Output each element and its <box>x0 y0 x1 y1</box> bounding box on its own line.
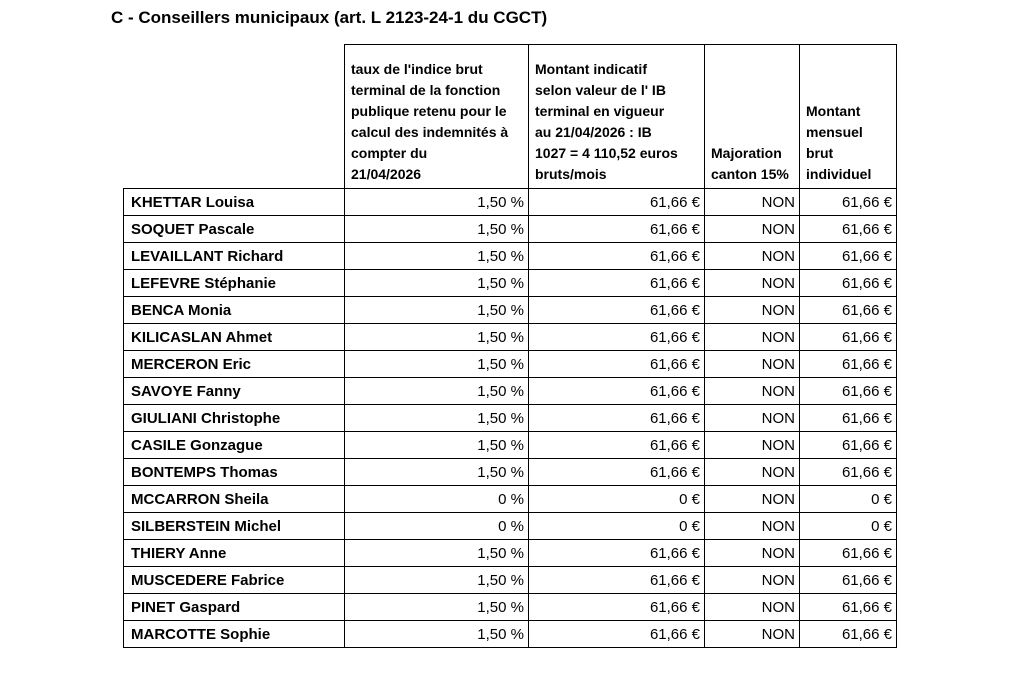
total-cell: 61,66 € <box>800 297 897 324</box>
total-cell: 61,66 € <box>800 432 897 459</box>
montant-cell: 0 € <box>529 486 705 513</box>
member-name: SAVOYE Fanny <box>124 378 345 405</box>
table-row <box>124 567 897 594</box>
table-row <box>124 459 897 486</box>
total-cell: 0 € <box>800 513 897 540</box>
member-name: MERCERON Eric <box>124 351 345 378</box>
montant-cell: 61,66 € <box>529 459 705 486</box>
table-row <box>124 432 897 459</box>
table-row <box>124 189 897 216</box>
total-cell: 61,66 € <box>800 621 897 648</box>
taux-cell: 1,50 % <box>345 324 529 351</box>
taux-cell: 1,50 % <box>345 189 529 216</box>
member-name: SILBERSTEIN Michel <box>124 513 345 540</box>
majoration-cell: NON <box>705 432 800 459</box>
taux-cell: 1,50 % <box>345 459 529 486</box>
majoration-cell: NON <box>705 297 800 324</box>
member-name: THIERY Anne <box>124 540 345 567</box>
majoration-cell: NON <box>705 513 800 540</box>
table-row <box>124 540 897 567</box>
taux-cell: 1,50 % <box>345 297 529 324</box>
member-name: PINET Gaspard <box>124 594 345 621</box>
table-row <box>124 216 897 243</box>
member-name: BONTEMPS Thomas <box>124 459 345 486</box>
montant-cell: 61,66 € <box>529 567 705 594</box>
montant-cell: 61,66 € <box>529 540 705 567</box>
header-montant: Montant indicatif selon valeur de l' IB terminal en vigueur au 21/04/2026 : IB 1027 = 4 110,52 euros bruts/mois <box>529 45 705 189</box>
header-total: Montant mensuel brut individuel <box>800 45 897 189</box>
section-title: C - Conseillers municipaux (art. L 2123-24-1 du CGCT) <box>111 8 548 27</box>
montant-cell: 61,66 € <box>529 351 705 378</box>
montant-cell: 0 € <box>529 513 705 540</box>
header-taux: taux de l'indice brut terminal de la fonction publique retenu pour le calcul des indemnités à compter du 21/04/2026 <box>345 45 529 189</box>
total-cell: 0 € <box>800 486 897 513</box>
total-cell: 61,66 € <box>800 216 897 243</box>
total-cell: 61,66 € <box>800 324 897 351</box>
taux-cell: 1,50 % <box>345 621 529 648</box>
table-row <box>124 594 897 621</box>
member-name: KHETTAR Louisa <box>124 189 345 216</box>
majoration-cell: NON <box>705 459 800 486</box>
member-name: GIULIANI Christophe <box>124 405 345 432</box>
majoration-cell: NON <box>705 567 800 594</box>
total-cell: 61,66 € <box>800 405 897 432</box>
table-row <box>124 297 897 324</box>
total-cell: 61,66 € <box>800 459 897 486</box>
majoration-cell: NON <box>705 189 800 216</box>
total-cell: 61,66 € <box>800 270 897 297</box>
majoration-cell: NON <box>705 216 800 243</box>
taux-cell: 1,50 % <box>345 351 529 378</box>
taux-cell: 1,50 % <box>345 432 529 459</box>
total-cell: 61,66 € <box>800 540 897 567</box>
member-name: BENCA Monia <box>124 297 345 324</box>
montant-cell: 61,66 € <box>529 216 705 243</box>
indemnities-table <box>123 44 897 648</box>
montant-cell: 61,66 € <box>529 270 705 297</box>
majoration-cell: NON <box>705 351 800 378</box>
montant-cell: 61,66 € <box>529 432 705 459</box>
taux-cell: 1,50 % <box>345 216 529 243</box>
table-row <box>124 621 897 648</box>
majoration-cell: NON <box>705 324 800 351</box>
montant-cell: 61,66 € <box>529 189 705 216</box>
majoration-cell: NON <box>705 594 800 621</box>
table-row <box>124 324 897 351</box>
table-row <box>124 378 897 405</box>
member-name: KILICASLAN Ahmet <box>124 324 345 351</box>
montant-cell: 61,66 € <box>529 324 705 351</box>
total-cell: 61,66 € <box>800 189 897 216</box>
montant-cell: 61,66 € <box>529 243 705 270</box>
header-blank-cell <box>124 45 345 189</box>
majoration-cell: NON <box>705 486 800 513</box>
table-row <box>124 270 897 297</box>
header-row <box>124 45 897 189</box>
total-cell: 61,66 € <box>800 567 897 594</box>
montant-cell: 61,66 € <box>529 621 705 648</box>
montant-cell: 61,66 € <box>529 297 705 324</box>
member-name: MCCARRON Sheila <box>124 486 345 513</box>
member-name: MARCOTTE Sophie <box>124 621 345 648</box>
taux-cell: 0 % <box>345 513 529 540</box>
majoration-cell: NON <box>705 540 800 567</box>
taux-cell: 1,50 % <box>345 540 529 567</box>
taux-cell: 1,50 % <box>345 243 529 270</box>
majoration-cell: NON <box>705 405 800 432</box>
majoration-cell: NON <box>705 243 800 270</box>
total-cell: 61,66 € <box>800 243 897 270</box>
table-row <box>124 513 897 540</box>
majoration-cell: NON <box>705 621 800 648</box>
member-name: CASILE Gonzague <box>124 432 345 459</box>
total-cell: 61,66 € <box>800 378 897 405</box>
majoration-cell: NON <box>705 270 800 297</box>
total-cell: 61,66 € <box>800 351 897 378</box>
majoration-cell: NON <box>705 378 800 405</box>
montant-cell: 61,66 € <box>529 405 705 432</box>
table-row <box>124 243 897 270</box>
member-name: LEVAILLANT Richard <box>124 243 345 270</box>
table-row <box>124 486 897 513</box>
table-row <box>124 405 897 432</box>
header-majoration: Majoration canton 15% <box>705 45 800 189</box>
montant-cell: 61,66 € <box>529 378 705 405</box>
member-name: LEFEVRE Stéphanie <box>124 270 345 297</box>
total-cell: 61,66 € <box>800 594 897 621</box>
taux-cell: 0 % <box>345 486 529 513</box>
taux-cell: 1,50 % <box>345 594 529 621</box>
table-row <box>124 351 897 378</box>
member-name: MUSCEDERE Fabrice <box>124 567 345 594</box>
taux-cell: 1,50 % <box>345 378 529 405</box>
taux-cell: 1,50 % <box>345 270 529 297</box>
taux-cell: 1,50 % <box>345 405 529 432</box>
montant-cell: 61,66 € <box>529 594 705 621</box>
member-name: SOQUET Pascale <box>124 216 345 243</box>
taux-cell: 1,50 % <box>345 567 529 594</box>
